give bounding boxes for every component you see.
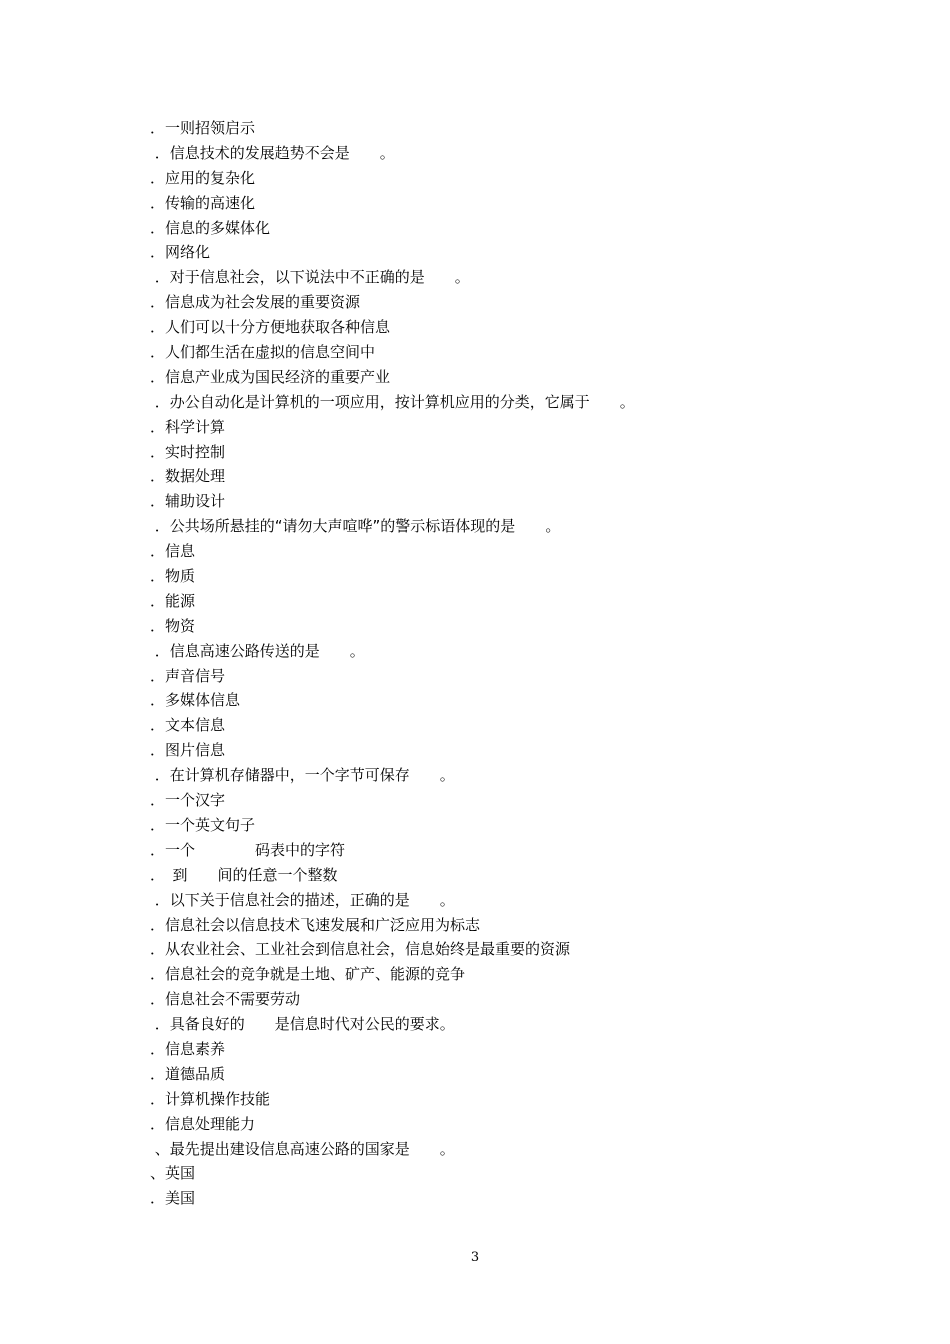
text-line: ．信息 xyxy=(150,542,196,561)
text-line: ．以下关于信息社会的描述，正确的是 。 xyxy=(150,890,455,909)
text-line: ．数据处理 xyxy=(150,467,226,486)
text-line: ．文本信息 xyxy=(150,716,226,735)
text-line: ．信息成为社会发展的重要资源 xyxy=(150,293,361,312)
text-line: ．在计算机存储器中，一个字节可保存 。 xyxy=(150,766,455,785)
text-line: ．人们都生活在虚拟的信息空间中 xyxy=(150,343,376,362)
text-line: ．一个英文句子 xyxy=(150,815,256,834)
text-line: ．图片信息 xyxy=(150,741,226,760)
text-line: ．办公自动化是计算机的一项应用，按计算机应用的分类，它属于 。 xyxy=(150,392,635,411)
text-line: ．网络化 xyxy=(150,243,211,262)
text-line: ．声音信号 xyxy=(150,666,226,685)
text-line: ．从农业社会、工业社会到信息社会，信息始终是最重要的资源 xyxy=(150,940,571,959)
text-line: ．信息社会的竞争就是土地、矿产、能源的竞争 xyxy=(150,965,466,984)
question-list xyxy=(150,116,870,1211)
text-line: ．对于信息社会，以下说法中不正确的是 。 xyxy=(150,268,470,287)
text-line: ．实时控制 xyxy=(150,442,226,461)
text-line: ．信息社会不需要劳动 xyxy=(150,990,301,1009)
text-line: ．辅助设计 xyxy=(150,492,226,511)
text-line: ．一个汉字 xyxy=(150,791,226,810)
text-line: ．传输的高速化 xyxy=(150,193,256,212)
text-line: ．物质 xyxy=(150,567,196,586)
text-line: ．能源 xyxy=(150,591,196,610)
text-line: ．信息素养 xyxy=(150,1039,226,1058)
text-line: ．道德品质 xyxy=(150,1064,226,1083)
text-line: ．信息社会以信息技术飞速发展和广泛应用为标志 xyxy=(150,915,481,934)
text-line: ．信息高速公路传送的是 。 xyxy=(150,641,365,660)
text-line: ．信息的多媒体化 xyxy=(150,218,271,237)
text-line: ．具备良好的 是信息时代对公民的要求。 xyxy=(150,1015,455,1034)
text-line: ．信息技术的发展趋势不会是 。 xyxy=(150,143,395,162)
text-line: ．物资 xyxy=(150,616,196,635)
text-line: ．公共场所悬挂的“请勿大声喧哗”的警示标语体现的是 。 xyxy=(150,517,561,536)
text-line: ．信息处理能力 xyxy=(150,1114,256,1133)
text-line: ．计算机操作技能 xyxy=(150,1089,271,1108)
text-line: ．人们可以十分方便地获取各种信息 xyxy=(150,318,391,337)
text-line: ．一个 码表中的字符 xyxy=(150,840,346,859)
text-line: ．信息产业成为国民经济的重要产业 xyxy=(150,367,391,386)
text-line: ．美国 xyxy=(150,1189,196,1208)
page-number: 3 xyxy=(470,1250,480,1265)
text-line: ． 到 间的任意一个整数 xyxy=(150,865,338,884)
text-line: ．应用的复杂化 xyxy=(150,168,256,187)
text-line: 、最先提出建设信息高速公路的国家是 。 xyxy=(150,1139,455,1158)
text-line: ．多媒体信息 xyxy=(150,691,241,710)
text-line: ．科学计算 xyxy=(150,417,226,436)
text-line: ．一则招领启示 xyxy=(150,119,256,137)
text-line: 、英国 xyxy=(150,1164,196,1183)
